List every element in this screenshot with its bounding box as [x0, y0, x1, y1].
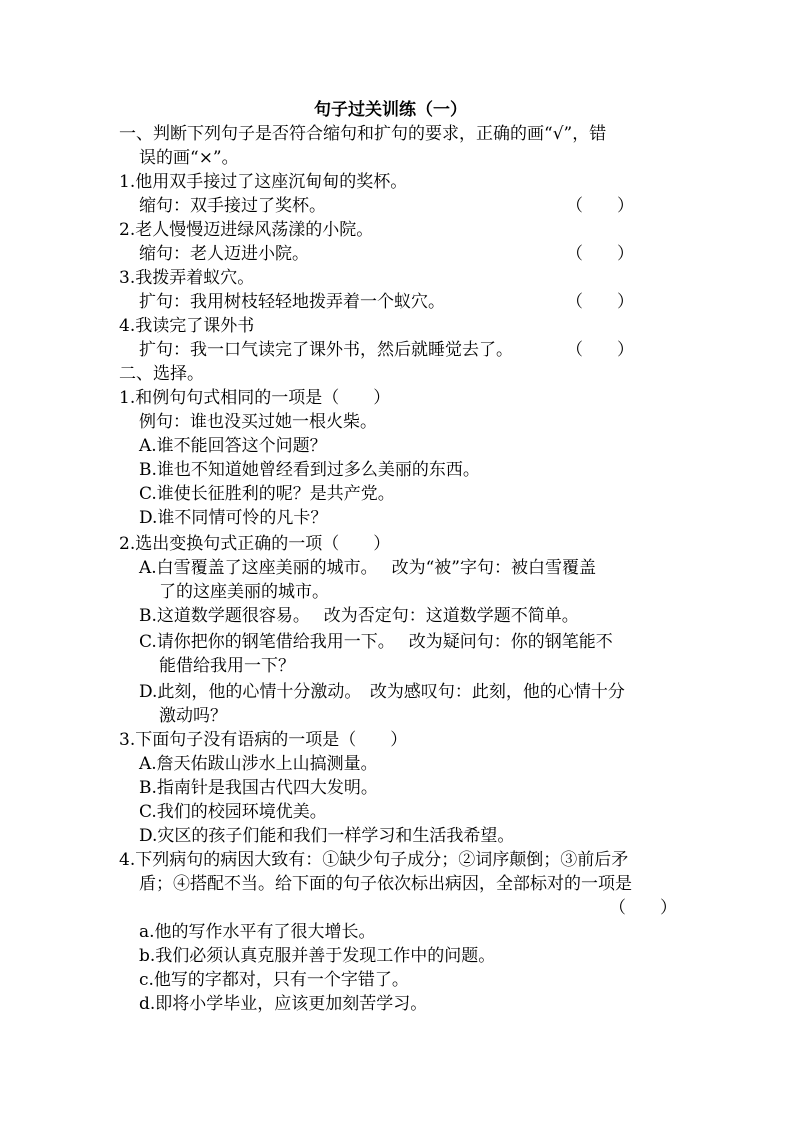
page-title: 句子过关训练（一） — [314, 100, 467, 120]
s1-q3-answer: 扩句：我用树枝轻轻地拨弄着一个蚁穴。 — [139, 292, 445, 312]
s2-q2-option-a: A.白雪覆盖了这座美丽的城市。 改为“被”字句：被白雪覆盖 — [139, 558, 596, 578]
s2-q3-option-b: B.指南针是我国古代四大发明。 — [139, 778, 378, 798]
s2-q4-stem-cont: 盾；④搭配不当。给下面的句子依次标出病因，全部标对的一项是 — [139, 874, 632, 894]
s1-q3-stem: 3.我拨弄着蚁穴。 — [119, 268, 255, 288]
s2-q1-option-d: D.谁不同情可怜的凡卡？ — [139, 508, 328, 528]
s2-q3-option-a: A.詹天佑跋山涉水上山搞测量。 — [139, 754, 378, 774]
s2-q2-stem: 2.选出变换句式正确的一项（ ） — [119, 534, 391, 554]
s2-q3-stem: 3.下面句子没有语病的一项是（ ） — [119, 730, 408, 750]
s2-q1-option-a: A.谁不能回答这个问题？ — [139, 436, 327, 456]
s2-q3-option-d: D.灾区的孩子们能和我们一样学习和生活我希望。 — [139, 826, 515, 846]
s1-q4-stem: 4.我读完了课外书 — [119, 316, 255, 336]
s2-q1-example: 例句：谁也没买过她一根火柴。 — [139, 412, 377, 432]
s2-q2-option-d-cont: 激动吗？ — [159, 706, 227, 726]
s1-q2-blank[interactable]: （ ） — [566, 244, 634, 264]
section1-heading-cont: 误的画“×”。 — [139, 148, 239, 168]
s2-q1-stem: 1.和例句句式相同的一项是（ ） — [119, 388, 391, 408]
s1-q3-blank[interactable]: （ ） — [566, 292, 634, 312]
s2-q1-option-b: B.谁也不知道她曾经看到过多么美丽的东西。 — [139, 460, 480, 480]
s1-q1-blank[interactable]: （ ） — [566, 196, 634, 216]
section2-heading: 二、选择。 — [119, 364, 204, 384]
s2-q2-option-c-cont: 能借给我用一下？ — [159, 656, 295, 676]
s2-q1-option-c: C.谁使长征胜利的呢？是共产党。 — [139, 484, 395, 504]
s1-q1-stem: 1.他用双手接过了这座沉甸甸的奖杯。 — [119, 172, 408, 192]
s2-q2-option-b: B.这道数学题很容易。 改为否定句：这道数学题不简单。 — [139, 606, 579, 626]
s1-q1-answer: 缩句：双手接过了奖杯。 — [139, 196, 326, 216]
s1-q2-answer: 缩句：老人迈进小院。 — [139, 244, 309, 264]
s2-q2-option-d: D.此刻，他的心情十分激动。 改为感叹句：此刻，他的心情十分 — [139, 682, 625, 702]
s1-q4-blank[interactable]: （ ） — [566, 340, 634, 360]
s2-q2-option-a-cont: 了的这座美丽的城市。 — [159, 582, 329, 602]
s2-q4-item-c: c.他写的字都对，只有一个字错了。 — [139, 970, 409, 990]
s2-q2-option-c: C.请你把你的钢笔借给我用一下。 改为疑问句：你的钢笔能不 — [139, 632, 613, 652]
s1-q2-stem: 2.老人慢慢迈进绿风荡漾的小院。 — [119, 220, 374, 240]
s2-q4-item-d: d.即将小学毕业，应该更加刻苦学习。 — [139, 994, 428, 1014]
s1-q4-answer: 扩句：我一口气读完了课外书，然后就睡觉去了。 — [139, 340, 513, 360]
s2-q4-stem: 4.下列病句的病因大致有：①缺少句子成分；②词序颠倒；③前后矛 — [119, 850, 629, 870]
section1-heading: 一、判断下列句子是否符合缩句和扩句的要求，正确的画“√”，错 — [119, 124, 607, 144]
s2-q3-option-c: C.我们的校园环境优美。 — [139, 802, 327, 822]
s2-q4-item-b: b.我们必须认真克服并善于发现工作中的问题。 — [139, 946, 496, 966]
s2-q4-item-a: a.他的写作水平有了很大增长。 — [139, 922, 376, 942]
s2-q4-blank[interactable]: （ ） — [609, 898, 677, 918]
